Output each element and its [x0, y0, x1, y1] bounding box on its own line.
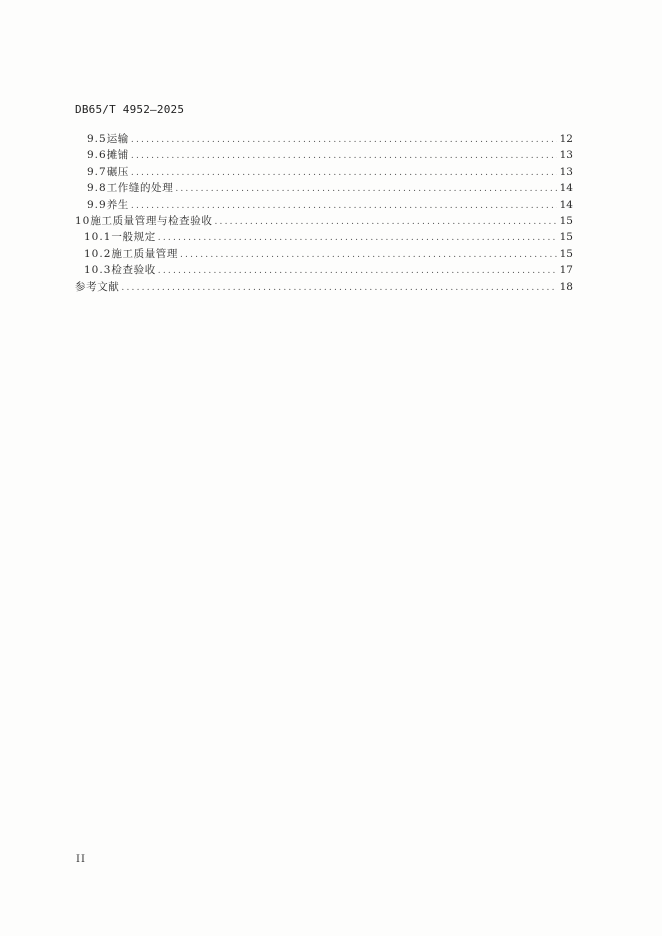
toc-entry-10-3[interactable] [75, 262, 573, 278]
toc-page: 13 [559, 149, 573, 162]
toc-number: 9.7 [87, 165, 107, 178]
table-of-contents [75, 131, 573, 295]
toc-entry-10[interactable] [75, 213, 573, 229]
toc-title: 施工质量管理 [111, 247, 178, 260]
toc-entry-9-5[interactable] [75, 131, 573, 147]
toc-entry-10-2[interactable] [75, 246, 573, 262]
toc-page: 15 [559, 247, 573, 260]
toc-page: 13 [559, 165, 573, 178]
toc-title: 摊铺 [106, 149, 129, 162]
toc-page: 18 [559, 280, 573, 293]
dot-leader [158, 230, 557, 246]
toc-page: 14 [559, 182, 573, 195]
toc-number: 10.2 [84, 247, 112, 260]
toc-page: 14 [559, 198, 573, 211]
toc-number: 10 [75, 214, 91, 227]
document-code: DB65/T 4952—2025 [75, 103, 185, 116]
toc-title: 工作缝的处理 [106, 182, 174, 195]
dot-leader [131, 148, 557, 164]
toc-entry-9-9[interactable] [75, 197, 573, 213]
toc-number: 9.9 [87, 198, 107, 211]
toc-entry-10-1[interactable] [75, 229, 573, 245]
toc-entry-9-6[interactable] [75, 147, 573, 163]
toc-page: 15 [559, 214, 573, 227]
toc-title: 运输 [106, 133, 129, 145]
toc-title: 养生 [106, 198, 129, 211]
toc-number: 9.8 [87, 182, 107, 195]
dot-leader [175, 181, 556, 197]
dot-leader [158, 263, 557, 279]
toc-title: 一般规定 [111, 231, 156, 244]
toc-title: 施工质量管理与检查验收 [90, 214, 213, 227]
toc-entry-9-7[interactable] [75, 164, 573, 180]
toc-number: 10.1 [84, 231, 112, 244]
dot-leader [131, 132, 557, 148]
toc-page: 17 [559, 264, 573, 277]
toc-title: 检查验收 [111, 264, 156, 277]
toc-entry-9-8[interactable] [75, 180, 573, 196]
toc-entry-references[interactable] [75, 279, 573, 295]
toc-number: 9.5 [87, 133, 107, 145]
page-number: II [76, 854, 86, 865]
dot-leader [214, 214, 556, 230]
toc-page: 15 [559, 231, 573, 244]
dot-leader [131, 198, 557, 214]
toc-title: 碾压 [106, 165, 129, 178]
toc-number: 9.6 [87, 149, 107, 162]
toc-title: 参考文献 [75, 280, 120, 293]
toc-page: 12 [559, 133, 573, 145]
dot-leader [121, 280, 556, 296]
toc-number: 10.3 [84, 264, 112, 277]
dot-leader [131, 165, 557, 181]
dot-leader [180, 247, 557, 263]
